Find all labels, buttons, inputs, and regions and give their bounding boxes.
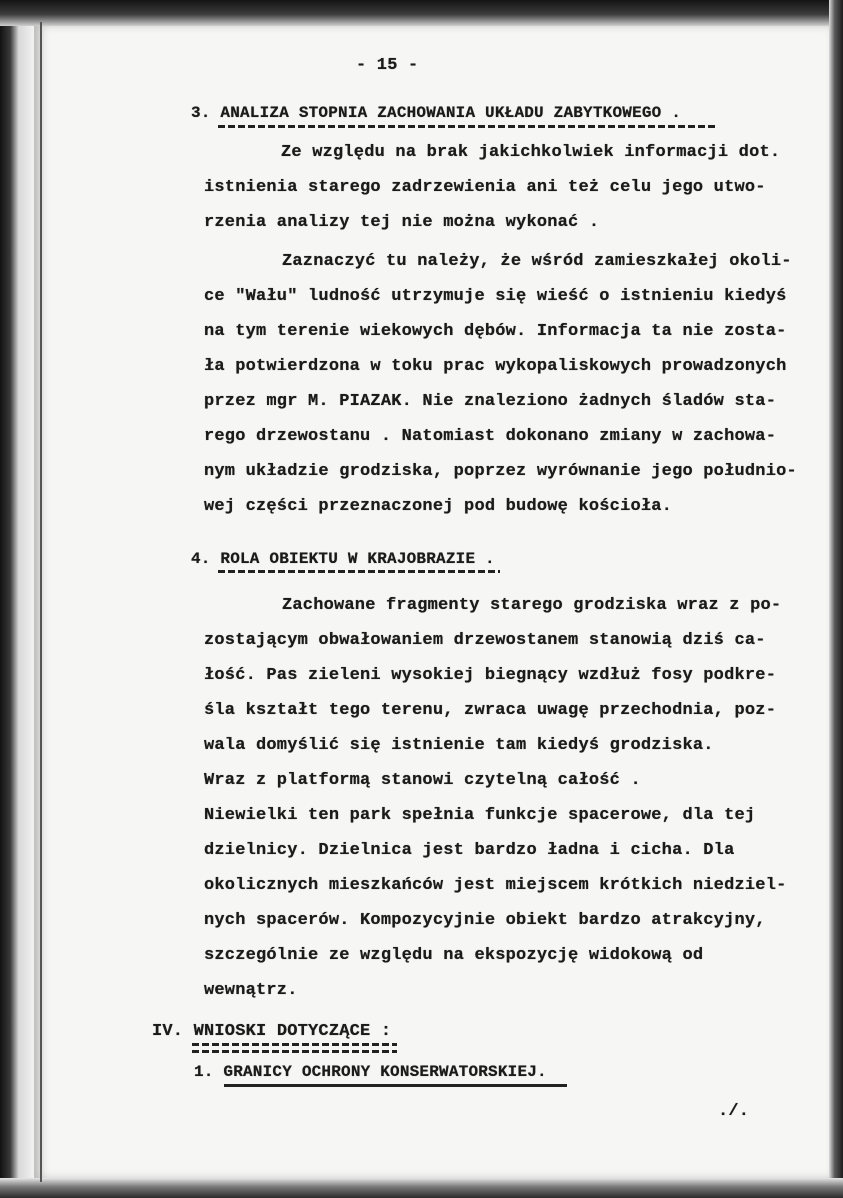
section-3-p1-line: Ze względu na brak jakichkolwiek informacji dot. [281,143,781,162]
section-3-p2-line: Zaznaczyć tu należy, że wśród zamieszkałej okoli- [282,252,792,271]
section-4-p1-line: Zachowane fragmenty starego grodziska wraz z po- [282,596,782,615]
section-4-p1-line: szczególnie ze względu na ekspozycję widokową od [204,946,704,965]
section-3-heading: 3. ANALIZA STOPNIA ZACHOWANIA UKŁADU ZABYTKOWEGO . [191,104,682,122]
section-4-heading: 4. ROLA OBIEKTU W KRAJOBRAZIE . [191,550,495,568]
section-IV-subheading: 1. GRANICY OCHRONY KONSERWATORSKIEJ. [194,1063,547,1081]
section-IV-underline [192,1043,397,1046]
section-4-p1-line: Wraz z platformą stanowi czytelną całość . [204,771,641,790]
page-number: - 15 - [356,56,419,75]
section-3-p2-line: ła potwierdzona w toku prac wykopaliskowych prowadzonych [204,357,787,376]
section-3-p1-line: rzenia analizy tej nie można wykonać . [204,213,600,232]
section-4-p1-line: nych spacerów. Kompozycyjnie obiekt bardzo atrakcyjny, [204,911,766,930]
section-3-p2-line: wej części przeznaczonej pod budowę kościoła. [204,497,673,516]
section-4-p1-line: dzielnicy. Dzielnica jest bardzo ładna i cicha. Dla [204,841,735,860]
section-4-p1-line: wala domyślić się istnienie tam kiedyś grodziska. [204,736,714,755]
section-4-p1-line: wewnątrz. [204,981,298,1000]
section-4-p1-line: Niewielki ten park spełnia funkcje spacerowe, dla tej [204,806,756,825]
section-3-p2-line: ce "Wału" ludność utrzymuje się wieść o istnieniu kiedyś [204,287,787,306]
section-IV-double-underline [192,1050,397,1053]
section-IV-heading: IV. WNIOSKI DOTYCZĄCE : [152,1022,392,1041]
scan-edge-right [829,0,843,1198]
section-IV-subheading-underline [224,1084,567,1087]
section-3-p2-line: na tym terenie wiekowych dębów. Informacja ta nie zosta- [204,322,787,341]
scan-edge-bottom [0,1178,843,1198]
scan-edge-left [0,0,34,1198]
section-4-underline [218,570,500,573]
section-3-p2-line: rego drzewostanu . Natomiast dokonano zmiany w zachowa- [204,427,777,446]
section-4-p1-line: zostającym obwałowaniem drzewostanem stanowią dziś ca- [204,631,766,650]
section-3-underline [218,125,718,128]
continuation-mark: ./. [718,1102,750,1121]
section-4-p1-line: śla kształt tego terenu, zwraca uwagę przechodnia, poz- [204,701,777,720]
section-4-p1-line: okolicznych mieszkańców jest miejscem krótkich niedziel- [204,876,787,895]
section-4-p1-line: łość. Pas zieleni wysokiej biegnący wzdłuż fosy podkre- [204,666,777,685]
section-3-p1-line: istnienia starego zadrzewienia ani też celu jego utwo- [204,178,766,197]
section-3-p2-line: nym układzie grodziska, poprzez wyrównanie jego południo- [204,462,797,481]
section-3-p2-line: przez mgr M. PIAZAK. Nie znaleziono żadnych śladów sta- [204,392,777,411]
scan-edge-top [0,0,843,26]
binding-line [40,22,42,1182]
